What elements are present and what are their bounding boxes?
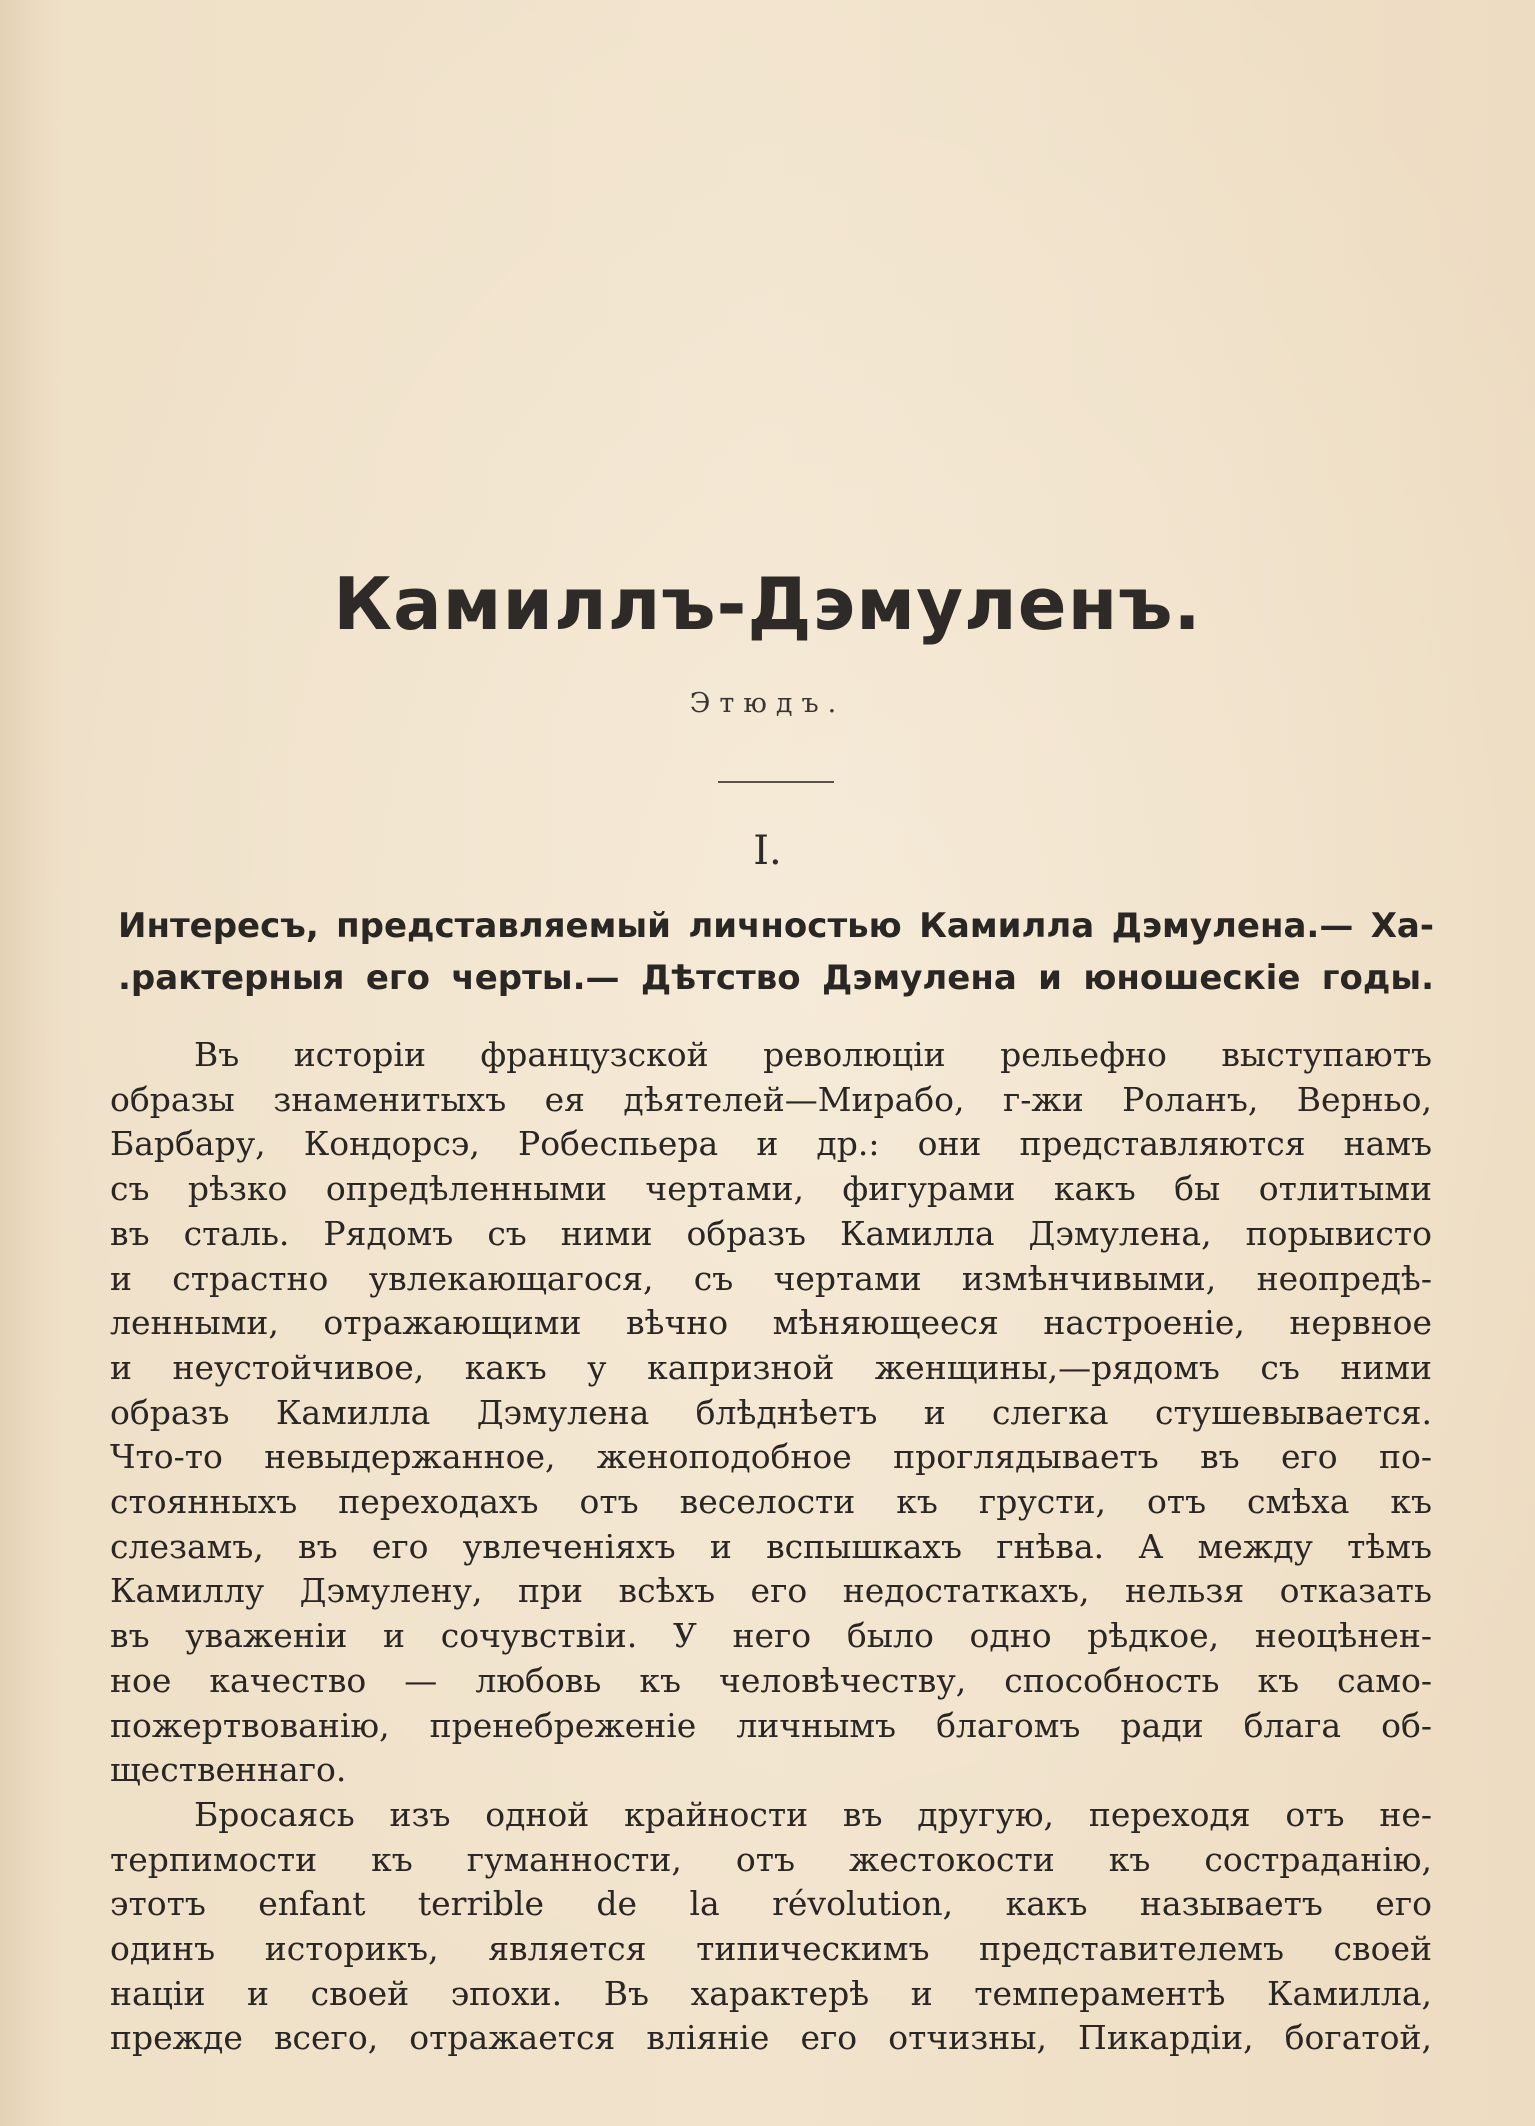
text-line: одинъ историкъ, является типическимъ представителемъ своей	[110, 1929, 1432, 1969]
text-line: въ уваженіи и сочувствіи. У него было одно рѣдкое, неоцѣнен-	[110, 1616, 1432, 1656]
chapter-title: Камиллъ-Дэмуленъ.	[333, 562, 1202, 646]
divider-rule	[718, 781, 834, 783]
text-line: образъ Камилла Дэмулена блѣднѣетъ и слегка стушевывается.	[110, 1392, 1432, 1432]
text-line: пожертвованію, пренебреженіе личнымъ благомъ ради блага об-	[110, 1705, 1432, 1745]
summary-line: Интересъ, представляемый личностью Камилла Дэмулена.— Ха-	[118, 906, 1434, 946]
summary-line: .рактерныя его черты.— Дѣтство Дэмулена и юношескіе годы.	[118, 958, 1434, 998]
text-line: Бросаясь изъ одной крайности въ другую, переходя отъ не-	[194, 1794, 1432, 1834]
text-line: образы знаменитыхъ ея дѣятелей—Мирабо, г-жи Роланъ, Верньо,	[110, 1079, 1432, 1119]
text-line: съ рѣзко опредѣленными чертами, фигурами какъ бы отлитыми	[110, 1169, 1432, 1209]
text-line: слезамъ, въ его увлеченіяхъ и вспышкахъ гнѣва. А между тѣмъ	[110, 1526, 1432, 1566]
text-line: Барбару, Кондорсэ, Робеспьера и др.: они представляются намъ	[110, 1124, 1432, 1164]
text-line: этотъ enfant terrible de la révolution, какъ называетъ его	[110, 1884, 1432, 1924]
text-line: терпимости къ гуманности, отъ жестокости къ состраданію,	[110, 1839, 1432, 1879]
text-line: щественнаго.	[110, 1750, 347, 1790]
text-line: Что-то невыдержанное, женоподобное проглядываетъ въ его по-	[110, 1437, 1432, 1477]
text-line: ленными, отражающими вѣчно мѣняющееся настроеніе, нервное	[110, 1303, 1432, 1343]
chapter-subtitle: Этюдъ.	[689, 688, 846, 719]
section-summary	[118, 900, 1434, 1004]
text-line: ное качество — любовь къ человѣчеству, способность къ само-	[110, 1660, 1432, 1700]
section-number: I.	[753, 828, 782, 874]
text-line: прежде всего, отражается вліяніе его отчизны, Пикардіи, богатой,	[110, 2018, 1432, 2058]
text-line: націи и своей эпохи. Въ характерѣ и темпераментѣ Камилла,	[110, 1973, 1432, 2013]
body-paragraphs	[110, 1033, 1432, 2061]
text-line: въ сталь. Рядомъ съ ними образъ Камилла Дэмулена, порывисто	[110, 1213, 1432, 1253]
text-line: Камиллу Дэмулену, при всѣхъ его недостаткахъ, нельзя отказать	[110, 1571, 1432, 1611]
text-line: стоянныхъ переходахъ отъ веселости къ грусти, отъ смѣха къ	[110, 1482, 1432, 1522]
text-line: и неустойчивое, какъ у капризной женщины,—рядомъ съ ними	[110, 1347, 1432, 1387]
text-line: и страстно увлекающагося, съ чертами измѣнчивыми, неопредѣ-	[110, 1258, 1432, 1298]
text-line: Въ исторіи французской революціи рельефно выступаютъ	[194, 1035, 1432, 1074]
